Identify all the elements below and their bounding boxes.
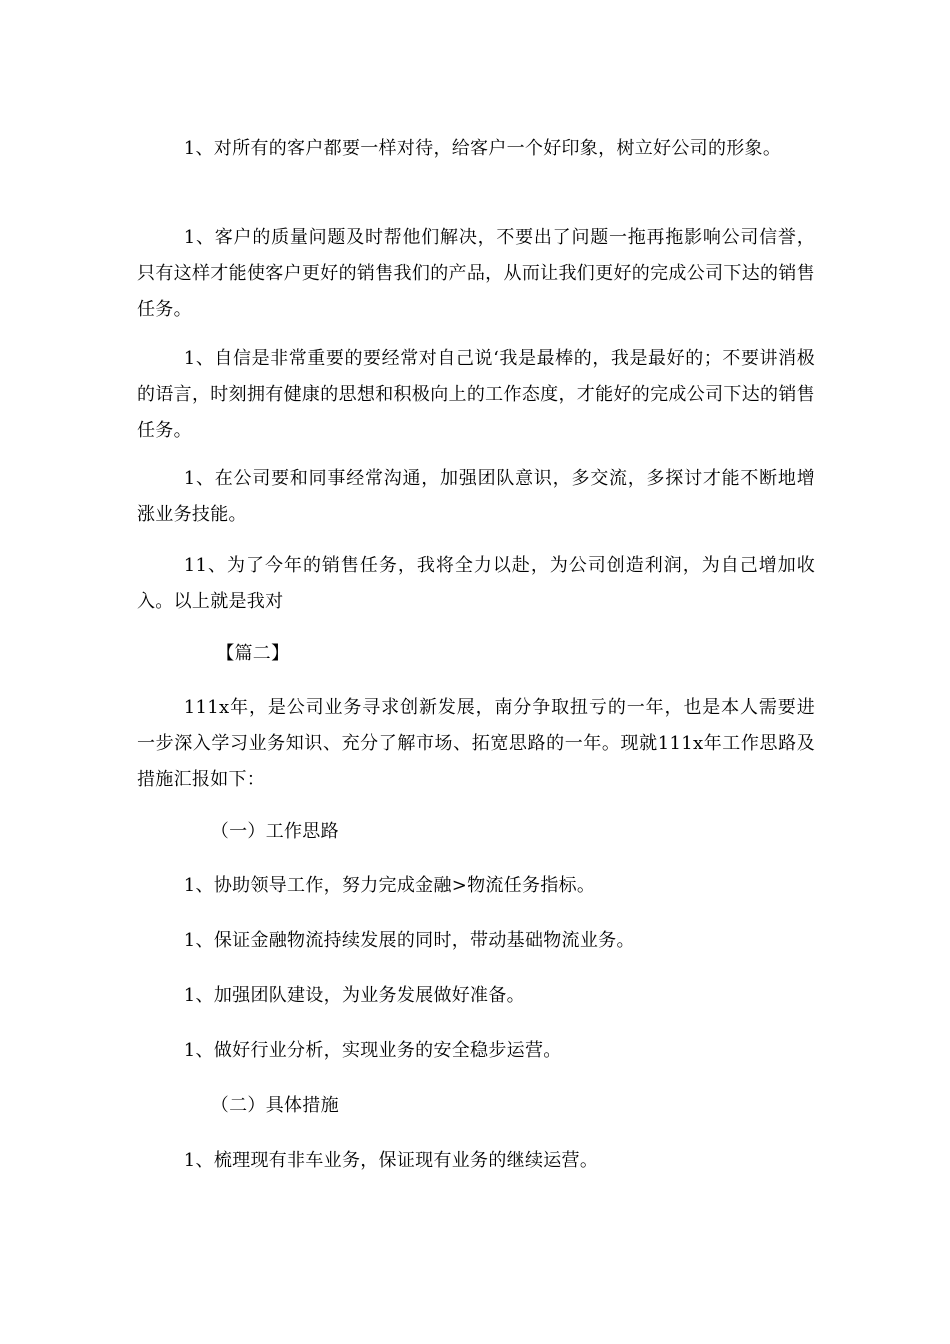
paragraph-2: 1、客户的质量问题及时帮他们解决，不要出了问题一拖再拖影响公司信誉，只有这样才能使客户更好的销售我们的产品，从而让我们更好的完成公司下达的销售任务。 — [137, 227, 815, 320]
subheading-work-ideas: （一）工作思路 — [210, 821, 339, 842]
subheading-specific-measures: （二）具体措施 — [210, 1095, 339, 1116]
paragraph-1: 1、对所有的客户都要一样对待，给客户一个好印象，树立好公司的形象。 — [183, 138, 782, 159]
work-idea-3: 1、加强团队建设，为业务发展做好准备。 — [183, 985, 525, 1006]
paragraph-intro: 111x年，是公司业务寻求创新发展，南分争取扭亏的一年，也是本人需要进一步深入学习业务知识、充分了解市场、拓宽思路的一年。现就111x年工作思路及措施汇报如下： — [137, 697, 815, 790]
paragraph-5: 11、为了今年的销售任务，我将全力以赴，为公司创造利润，为自己增加收入。以上就是我对 — [137, 555, 815, 612]
paragraph-4: 1、在公司要和同事经常沟通，加强团队意识，多交流，多探讨才能不断地增涨业务技能。 — [137, 468, 815, 525]
work-idea-1: 1、协助领导工作，努力完成金融>物流任务指标。 — [183, 875, 596, 896]
measure-1: 1、梳理现有非车业务，保证现有业务的继续运营。 — [183, 1150, 599, 1171]
section-heading-part-two: 【篇二】 — [216, 643, 290, 664]
work-idea-2: 1、保证金融物流持续发展的同时，带动基础物流业务。 — [183, 930, 635, 951]
work-idea-4: 1、做好行业分析，实现业务的安全稳步运营。 — [183, 1040, 562, 1061]
paragraph-3: 1、自信是非常重要的要经常对自己说‘我是最棒的，我是最好的；不要讲消极的语言，时刻拥有健康的思想和积极向上的工作态度，才能好的完成公司下达的销售任务。 — [137, 348, 815, 441]
